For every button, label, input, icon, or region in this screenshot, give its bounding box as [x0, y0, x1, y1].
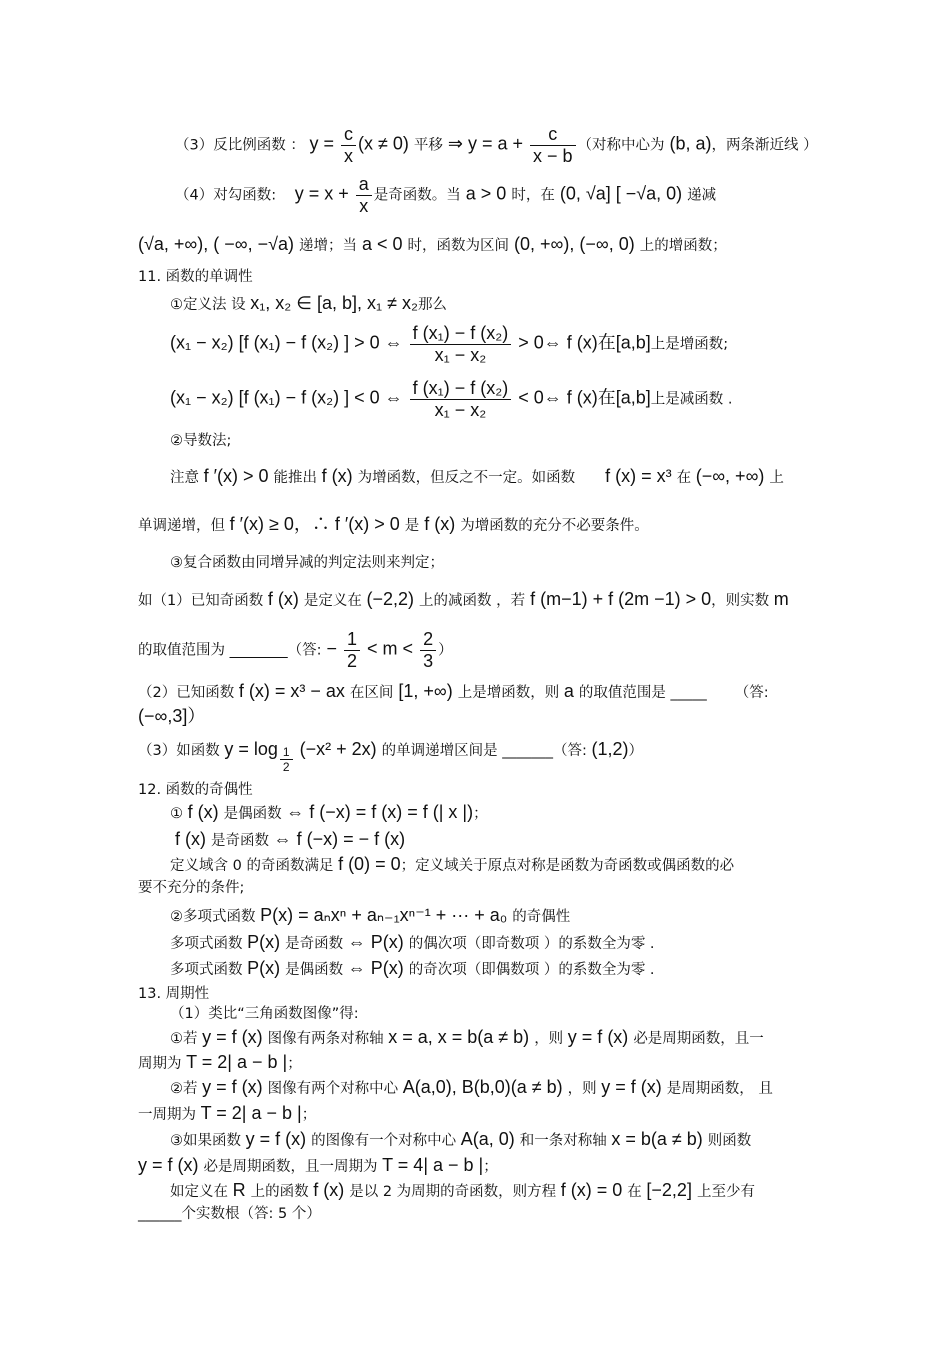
line-example-3: （3）如函数 y = log $\frac{1}{2}$ (−x² + 2x) 的单调递增区间是 _______（答: (1,2)）: [138, 739, 643, 774]
fraction-log-base-half: $\frac{1}{2}$: [280, 745, 293, 774]
line-inverse-proportion: （3）反比例函数 ： y = $\frac{c}{x}$ (x ≠ 0) 平移 ⇒ y = a + $\frac{c}{x - b}$ （对称中心为 (b, a)，两条渐近线 ）: [175, 124, 818, 166]
line-derivative-note: 注意 f ′(x) > 0 能推出 f (x) 为增函数，但反之不一定。如函数 f (x) = x³ 在 (−∞, +∞) 上: [170, 466, 784, 486]
answer-blank: ______: [138, 1206, 182, 1222]
line-example-2-answer: (−∞,3]）: [138, 706, 206, 726]
fraction-c-over-x-minus-b: $\frac{c}{x - b}$: [530, 124, 576, 167]
fraction-difference-quotient: $\frac{\text{f (x₁) − f (x₂)}}{\text{x₁ − x₂}}$: [410, 323, 512, 366]
line-polynomial-odd: 多项式函数 P(x) 是奇函数 ⇔ P(x) 的偶次项（即奇数项 ）的系数全为零 .: [170, 932, 655, 952]
line-period-two-axes-result: 周期为 T = 2| a − b |；: [138, 1052, 302, 1072]
line-period-two-centers: ②若 y = f (x) 图像有两个对称中心 A(a,0), B(b,0)(a ≠ b) ，则 y = f (x) 是周期函数， 且: [170, 1077, 773, 1097]
answer-blank: _______: [502, 743, 553, 759]
line-increasing-criterion: (x₁ − x₂) [f (x₁) − f (x₂) ] > 0 ⇔ $\frac{\text{f (x₁) − f (x₂)}}{\text{x₁ − x₂}}$ > 0⇔ f (x)在[a,b]上是增函数;: [170, 323, 729, 365]
line-example-2: （2）已知函数 f (x) = x³ − ax 在区间 [1, +∞) 上是增函数，则 a 的取值范围是 _____ （答:: [138, 681, 769, 701]
line-odd-zero: 定义域含 0 的奇函数满足 f (0) = 0；定义域关于原点对称是函数为奇函数或偶函数的必: [170, 854, 735, 874]
line-nike-function: （4）对勾函数: y = x + $\frac{a}{x}$ 是奇函数。当 a > 0 时，在 (0, √a] [ −√a, 0) 递减: [175, 174, 717, 216]
line-example-1-answer: 的取值范围为 ________（答: − $\frac{1}{2}$ < m < $\frac{2}{3}$ ）: [138, 629, 453, 671]
line-odd-zero-cont: 要不充分的条件;: [138, 880, 245, 896]
line-decreasing-criterion: (x₁ − x₂) [f (x₁) − f (x₂) ] < 0 ⇔ $\frac{\text{f (x₁) − f (x₂)}}{\text{x₁ − x₂}}$ < 0⇔ f (x)在[a,b]上是减函数 .: [170, 378, 733, 420]
line-period-center-axis: ③如果函数 y = f (x) 的图像有一个对称中心 A(a, 0) 和一条对称轴 x = b(a ≠ b) 则函数: [170, 1129, 752, 1149]
line-definition-method: ①定义法 设 x₁, x₂ ∈ [a, b], x₁ ≠ x₂那么: [170, 293, 447, 313]
line-period-center-axis-result: y = f (x) 必是周期函数，且一周期为 T = 4| a − b |；: [138, 1155, 498, 1175]
section-12-heading: 12. 函数的奇偶性: [138, 782, 253, 798]
line-period-two-axes: ①若 y = f (x) 图像有两条对称轴 x = a, x = b(a ≠ b) ，则 y = f (x) 必是周期函数，且一: [170, 1027, 764, 1047]
answer-blank: _____: [670, 685, 707, 701]
line-period-example-answer: ______个实数根（答: 5 个）: [138, 1206, 321, 1222]
line-period-two-centers-result: 一周期为 T = 2| a − b |；: [138, 1103, 317, 1123]
line-nike-increasing: (√a, +∞), ( −∞, −√a) 递增；当 a < 0 时，函数为区间 (0, +∞), (−∞, 0) 上的增函数；: [138, 234, 727, 254]
line-polynomial-even: 多项式函数 P(x) 是偶函数 ⇔ P(x) 的奇次项（即偶数项 ）的系数全为零 .: [170, 958, 655, 978]
line-composite-rule: ③复合函数由同增异减的判定法则来判定；: [170, 555, 444, 571]
fraction-a-over-x: $\frac{a}{x}$: [356, 174, 372, 217]
section-11-heading: 11. 函数的单调性: [138, 269, 253, 285]
fraction-two-thirds: $\frac{2}{3}$: [420, 629, 436, 672]
answer-blank: ________: [229, 642, 288, 659]
line-polynomial: ②多项式函数 P(x) = aₙxⁿ + aₙ₋₁xⁿ⁻¹ + ··· + a₀ 的奇偶性: [170, 905, 571, 925]
line-odd-function: f (x) 是奇函数 ⇔ f (−x) = − f (x): [175, 829, 406, 849]
line-example-1: 如（1）已知奇函数 f (x) 是定义在 (−2,2) 上的减函数 ，若 f (m−1) + f (2m −1) > 0，则实数 m: [138, 589, 789, 609]
line-trig-analogy: （1）类比“三角函数图像”得:: [170, 1006, 359, 1022]
line-derivative-method: ②导数法;: [170, 433, 232, 449]
fraction-one-half: $\frac{1}{2}$: [344, 629, 360, 672]
fraction-c-over-x: $\frac{c}{x}$: [341, 124, 356, 167]
section-13-heading: 13. 周期性: [138, 986, 210, 1002]
line-even-function: ① f (x) 是偶函数 ⇔ f (−x) = f (x) = f (| x |)；: [170, 802, 488, 822]
fraction-difference-quotient-2: $\frac{\text{f (x₁) − f (x₂)}}{\text{x₁ − x₂}}$: [410, 378, 512, 421]
line-period-example: 如定义在 R 上的函数 f (x) 是以 2 为周期的奇函数，则方程 f (x) = 0 在 [−2,2] 上至少有: [170, 1180, 755, 1200]
line-derivative-condition: 单调递增，但 f ′(x) ≥ 0，∴ f ′(x) > 0 是 f (x) 为增函数的充分不必要条件。: [138, 514, 649, 534]
